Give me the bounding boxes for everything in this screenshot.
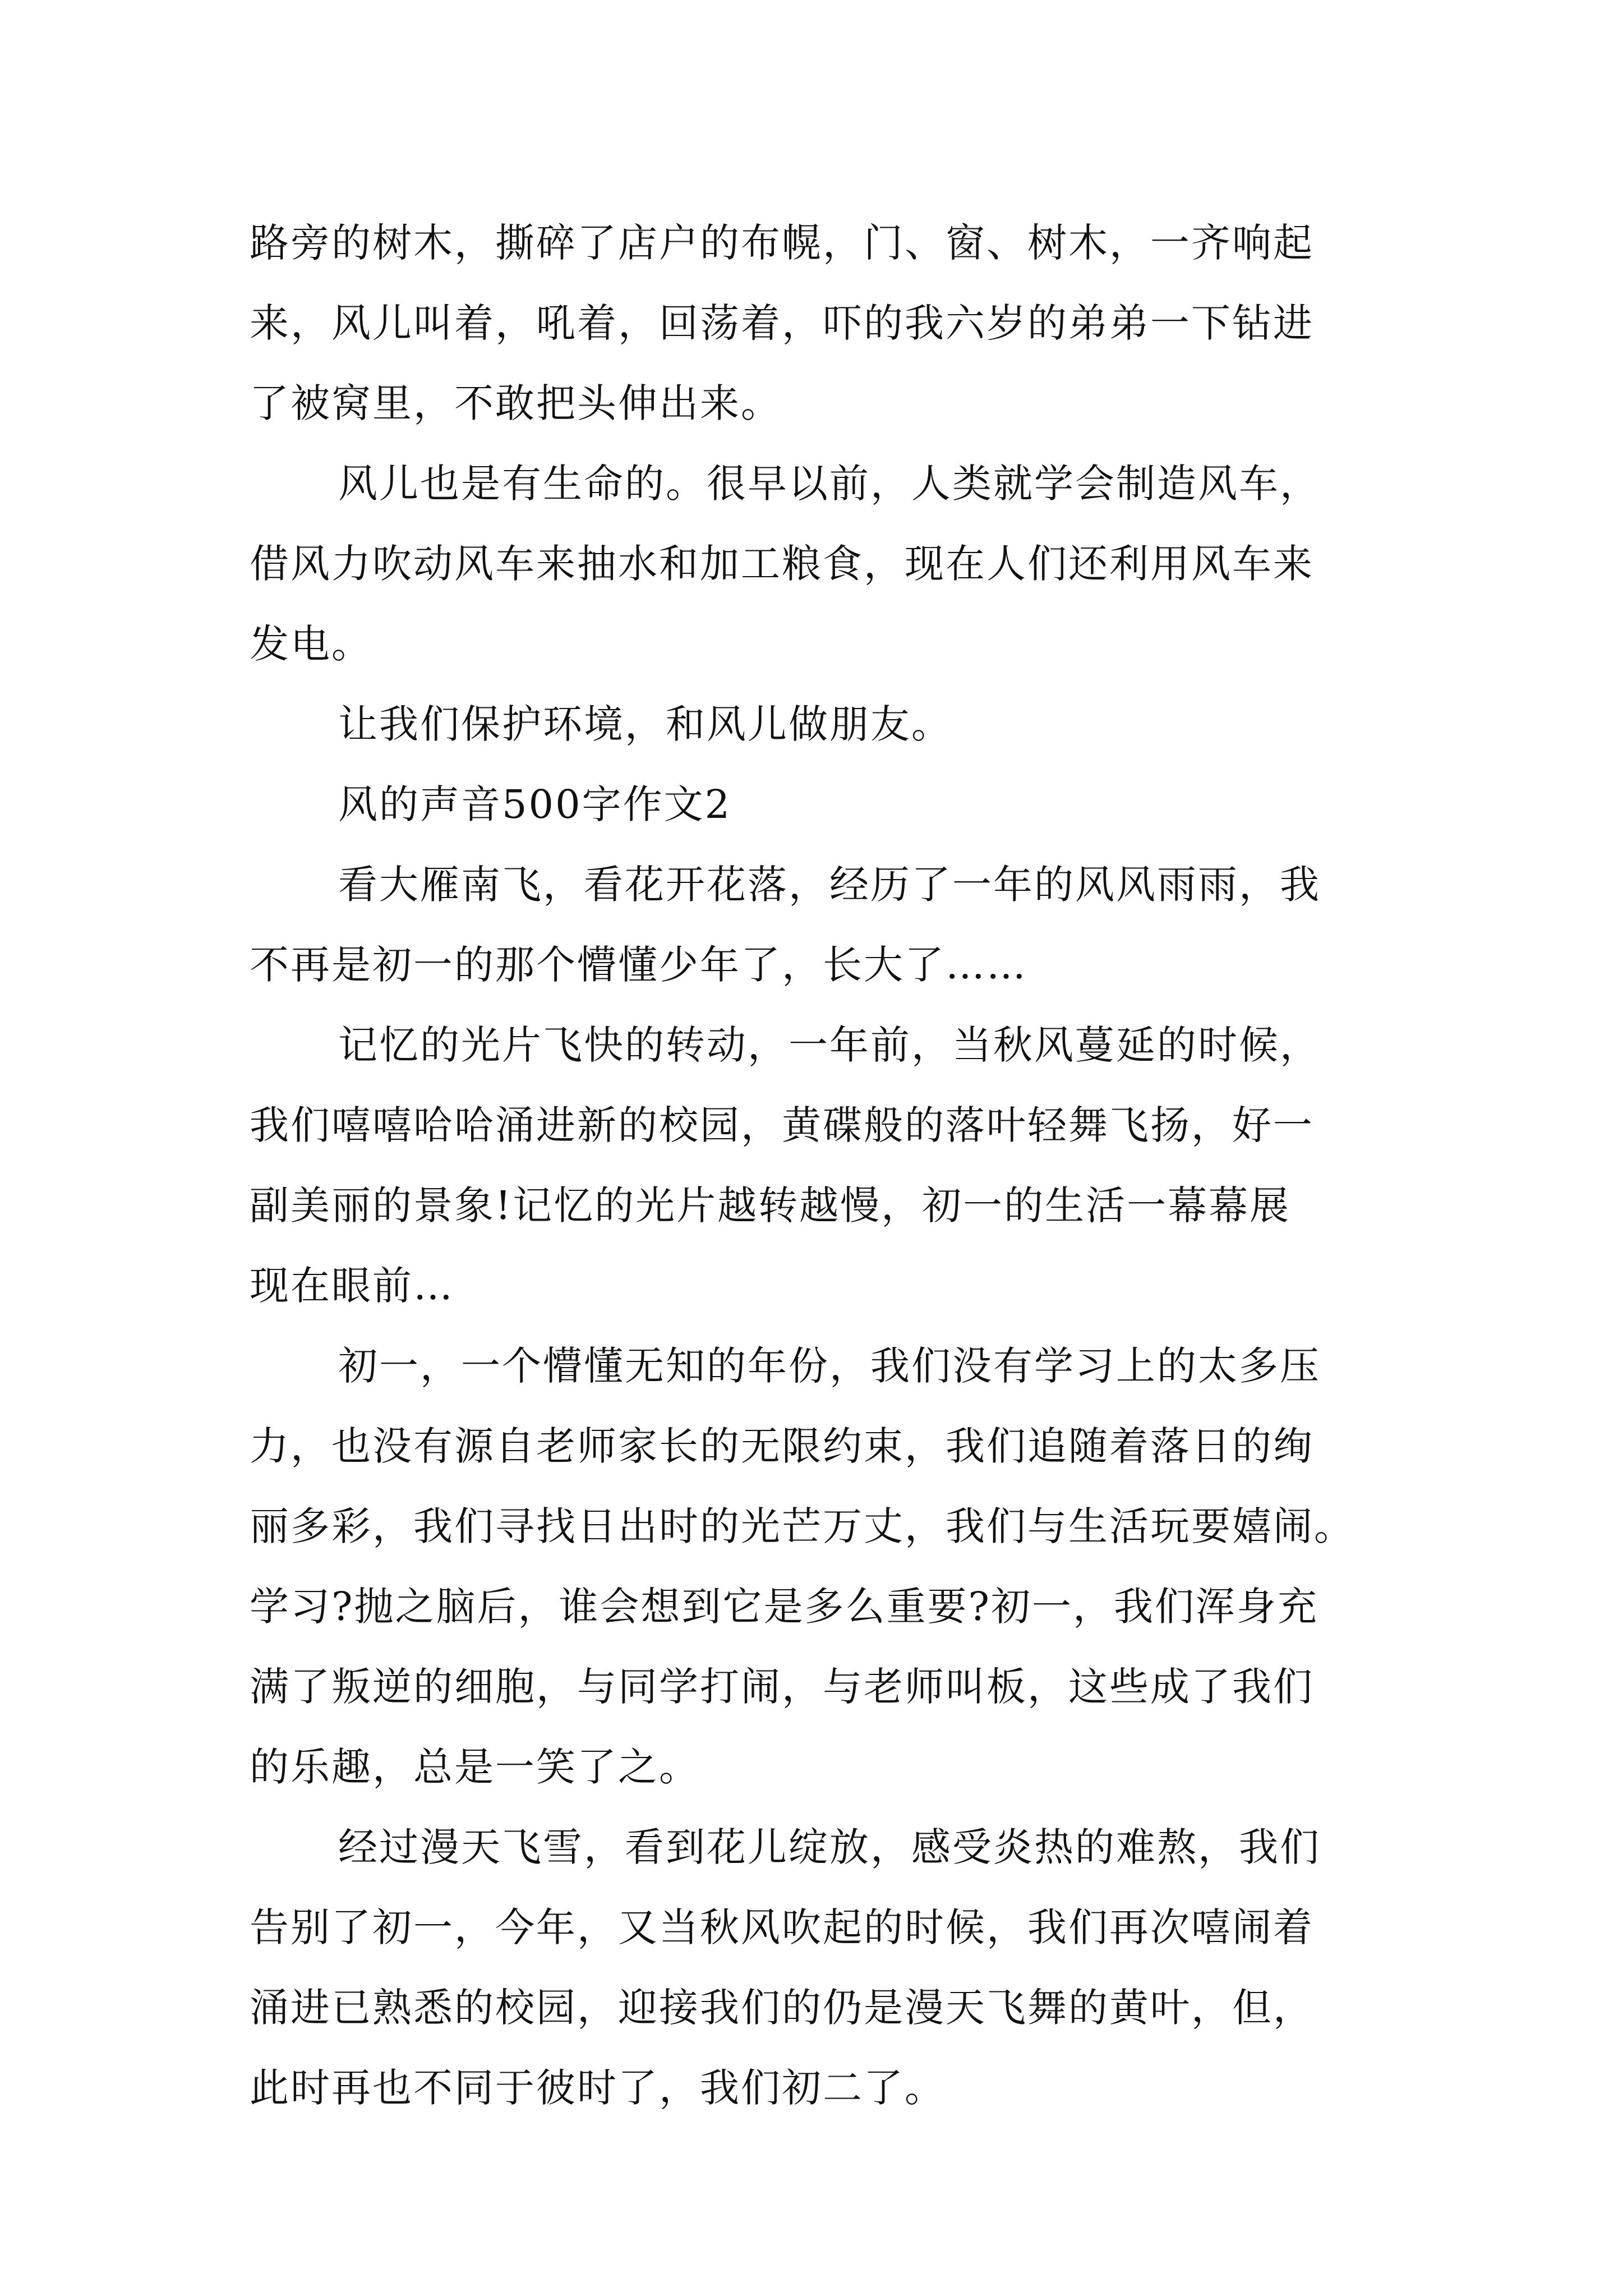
section-heading: 风的声音500字作文2: [338, 781, 732, 827]
text-line: 来，风儿叫着，吼着，回荡着，吓的我六岁的弟弟一下钻进: [250, 300, 1314, 346]
text-line: 的乐趣，总是一笑了之。: [250, 1744, 700, 1790]
text-line: 记忆的光片飞快的转动，一年前，当秋风蔓延的时候，: [338, 1022, 1321, 1068]
text-line: 看大雁南飞，看花开花落，经历了一年的风风雨雨，我: [338, 862, 1321, 908]
text-line: 让我们保护环境，和风儿做朋友。: [338, 701, 952, 747]
text-line: 力，也没有源自老师家长的无限约束，我们追随着落日的绚: [250, 1423, 1314, 1469]
text-line: 告别了初一，今年，又当秋风吹起的时候，我们再次嘻闹着: [250, 1904, 1314, 1950]
text-line: 路旁的树木，撕碎了店户的布幌，门、窗、树木，一齐响起: [250, 220, 1314, 266]
text-line: 借风力吹动风车来抽水和加工粮食，现在人们还利用风车来: [250, 541, 1314, 587]
text-line: 风儿也是有生命的。很早以前，人类就学会制造风车，: [338, 461, 1321, 507]
text-line: 学习?抛之脑后，谁会想到它是多么重要?初一，我们浑身充: [250, 1584, 1319, 1630]
text-line: 此时再也不同于彼时了，我们初二了。: [250, 2065, 946, 2111]
text-line: 满了叛逆的细胞，与同学打闹，与老师叫板，这些成了我们: [250, 1664, 1314, 1710]
text-line: 初一，一个懵懂无知的年份，我们没有学习上的太多压: [338, 1343, 1321, 1389]
text-line: 不再是初一的那个懵懂少年了，长大了……: [250, 942, 1027, 988]
text-line: 经过漫天飞雪，看到花儿绽放，感受炎热的难熬，我们: [338, 1824, 1321, 1870]
text-line: 丽多彩，我们寻找日出时的光芒万丈，我们与生活玩要嬉闹。: [250, 1503, 1355, 1549]
text-line: 现在眼前…: [250, 1263, 454, 1309]
text-line: 了被窝里，不敢把头伸出来。: [250, 380, 782, 426]
text-line: 发电。: [250, 621, 372, 667]
text-line: 副美丽的景象!记忆的光片越转越慢，初一的生活一幕幕展: [250, 1182, 1291, 1228]
text-line: 我们嘻嘻哈哈涌进新的校园，黄碟般的落叶轻舞飞扬，好一: [250, 1102, 1314, 1148]
text-line: 涌进已熟悉的校园，迎接我们的仍是漫天飞舞的黄叶，但，: [250, 1985, 1314, 2031]
